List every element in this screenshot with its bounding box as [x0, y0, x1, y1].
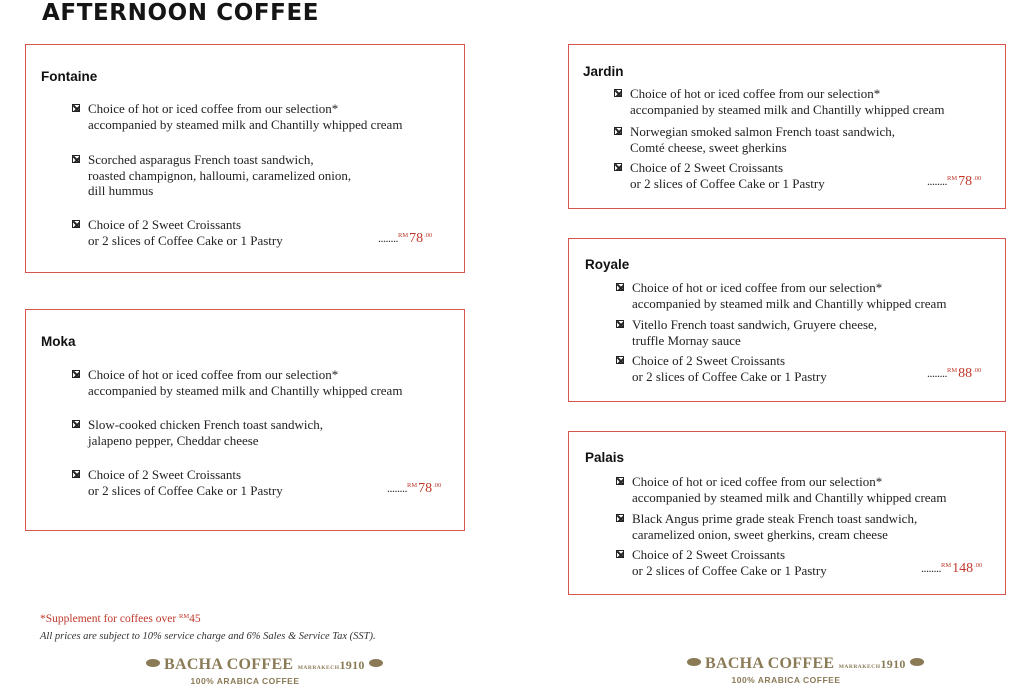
menu-item: Choice of 2 Sweet Croissants or 2 slices of Coffee Cake or 1 Pastry: [632, 547, 827, 578]
menu-item: Choice of hot or iced coffee from our selection* accompanied by steamed milk and Chantilly whipped cream: [630, 86, 944, 117]
menu-item: Choice of 2 Sweet Croissants or 2 slices of Coffee Cake or 1 Pastry: [632, 353, 827, 384]
boxed-x-bullet-icon: [72, 420, 80, 428]
menu-card-jardin: [568, 44, 1006, 209]
menu-item: Choice of hot or iced coffee from our selection* accompanied by steamed milk and Chantilly whipped cream: [88, 367, 402, 398]
brand-logo-right: BACHA COFFEE MARRAKECH1910 100% ARABICA COFFEE: [683, 655, 889, 685]
page-title: AFTERNOON COFFEE: [42, 0, 320, 26]
menu-item: Scorched asparagus French toast sandwich, roasted champignon, halloumi, caramelized onion, dill hummus: [88, 152, 351, 199]
boxed-x-bullet-icon: [72, 155, 80, 163]
supplement-note: *Supplement for coffees over $^{RM}$45: [40, 613, 201, 625]
menu-title: Fontaine: [41, 69, 98, 84]
price: $........^{RM}78^{.00}$: [378, 231, 433, 246]
menu-item: Choice of hot or iced coffee from our selection* accompanied by steamed milk and Chantilly whipped cream: [632, 474, 946, 505]
coffee-bean-icon: [369, 659, 383, 667]
menu-item: Choice of 2 Sweet Croissants or 2 slices of Coffee Cake or 1 Pastry: [88, 217, 283, 248]
price: $........^{RM}78^{.00}$: [927, 174, 982, 189]
boxed-x-bullet-icon: [72, 104, 80, 112]
menu-item: Slow-cooked chicken French toast sandwich, jalapeno pepper, Cheddar cheese: [88, 417, 323, 448]
coffee-bean-icon: [910, 658, 924, 666]
menu-item: Choice of hot or iced coffee from our selection* accompanied by steamed milk and Chantilly whipped cream: [632, 280, 946, 311]
boxed-x-bullet-icon: [72, 370, 80, 378]
boxed-x-bullet-icon: [616, 320, 624, 328]
boxed-x-bullet-icon: [616, 477, 624, 485]
boxed-x-bullet-icon: [614, 127, 622, 135]
menu-item: Vitello French toast sandwich, Gruyere cheese, truffle Mornay sauce: [632, 317, 877, 348]
menu-card-royale: [568, 238, 1006, 402]
menu-card-fontaine: [25, 44, 465, 273]
price: $........^{RM}148^{.00}$: [921, 561, 983, 576]
boxed-x-bullet-icon: [616, 356, 624, 364]
menu-item: Black Angus prime grade steak French toast sandwich, caramelized onion, sweet gherkins, cream cheese: [632, 511, 917, 542]
tax-note: All prices are subject to 10% service charge and 6% Sales & Service Tax (SST).: [40, 631, 376, 642]
menu-item: Choice of 2 Sweet Croissants or 2 slices of Coffee Cake or 1 Pastry: [88, 467, 283, 498]
boxed-x-bullet-icon: [614, 163, 622, 171]
price: $........^{RM}88^{.00}$: [927, 366, 982, 381]
boxed-x-bullet-icon: [616, 283, 624, 291]
boxed-x-bullet-icon: [614, 89, 622, 97]
coffee-bean-icon: [146, 659, 160, 667]
boxed-x-bullet-icon: [72, 470, 80, 478]
menu-item: Norwegian smoked salmon French toast sandwich, Comté cheese, sweet gherkins: [630, 124, 895, 155]
menu-title: Jardin: [583, 64, 624, 79]
menu-item: Choice of hot or iced coffee from our selection* accompanied by steamed milk and Chantilly whipped cream: [88, 101, 402, 132]
boxed-x-bullet-icon: [616, 514, 624, 522]
menu-title: Moka: [41, 334, 76, 349]
brand-logo-left: BACHA COFFEE MARRAKECH1910 100% ARABICA COFFEE: [142, 656, 348, 686]
price: $........^{RM}78^{.00}$: [387, 481, 442, 496]
menu-title: Royale: [585, 257, 630, 272]
boxed-x-bullet-icon: [72, 220, 80, 228]
coffee-bean-icon: [687, 658, 701, 666]
menu-card-palais: [568, 431, 1006, 595]
menu-item: Choice of 2 Sweet Croissants or 2 slices of Coffee Cake or 1 Pastry: [630, 160, 825, 191]
menu-card-moka: [25, 309, 465, 531]
menu-title: Palais: [585, 450, 625, 465]
boxed-x-bullet-icon: [616, 550, 624, 558]
